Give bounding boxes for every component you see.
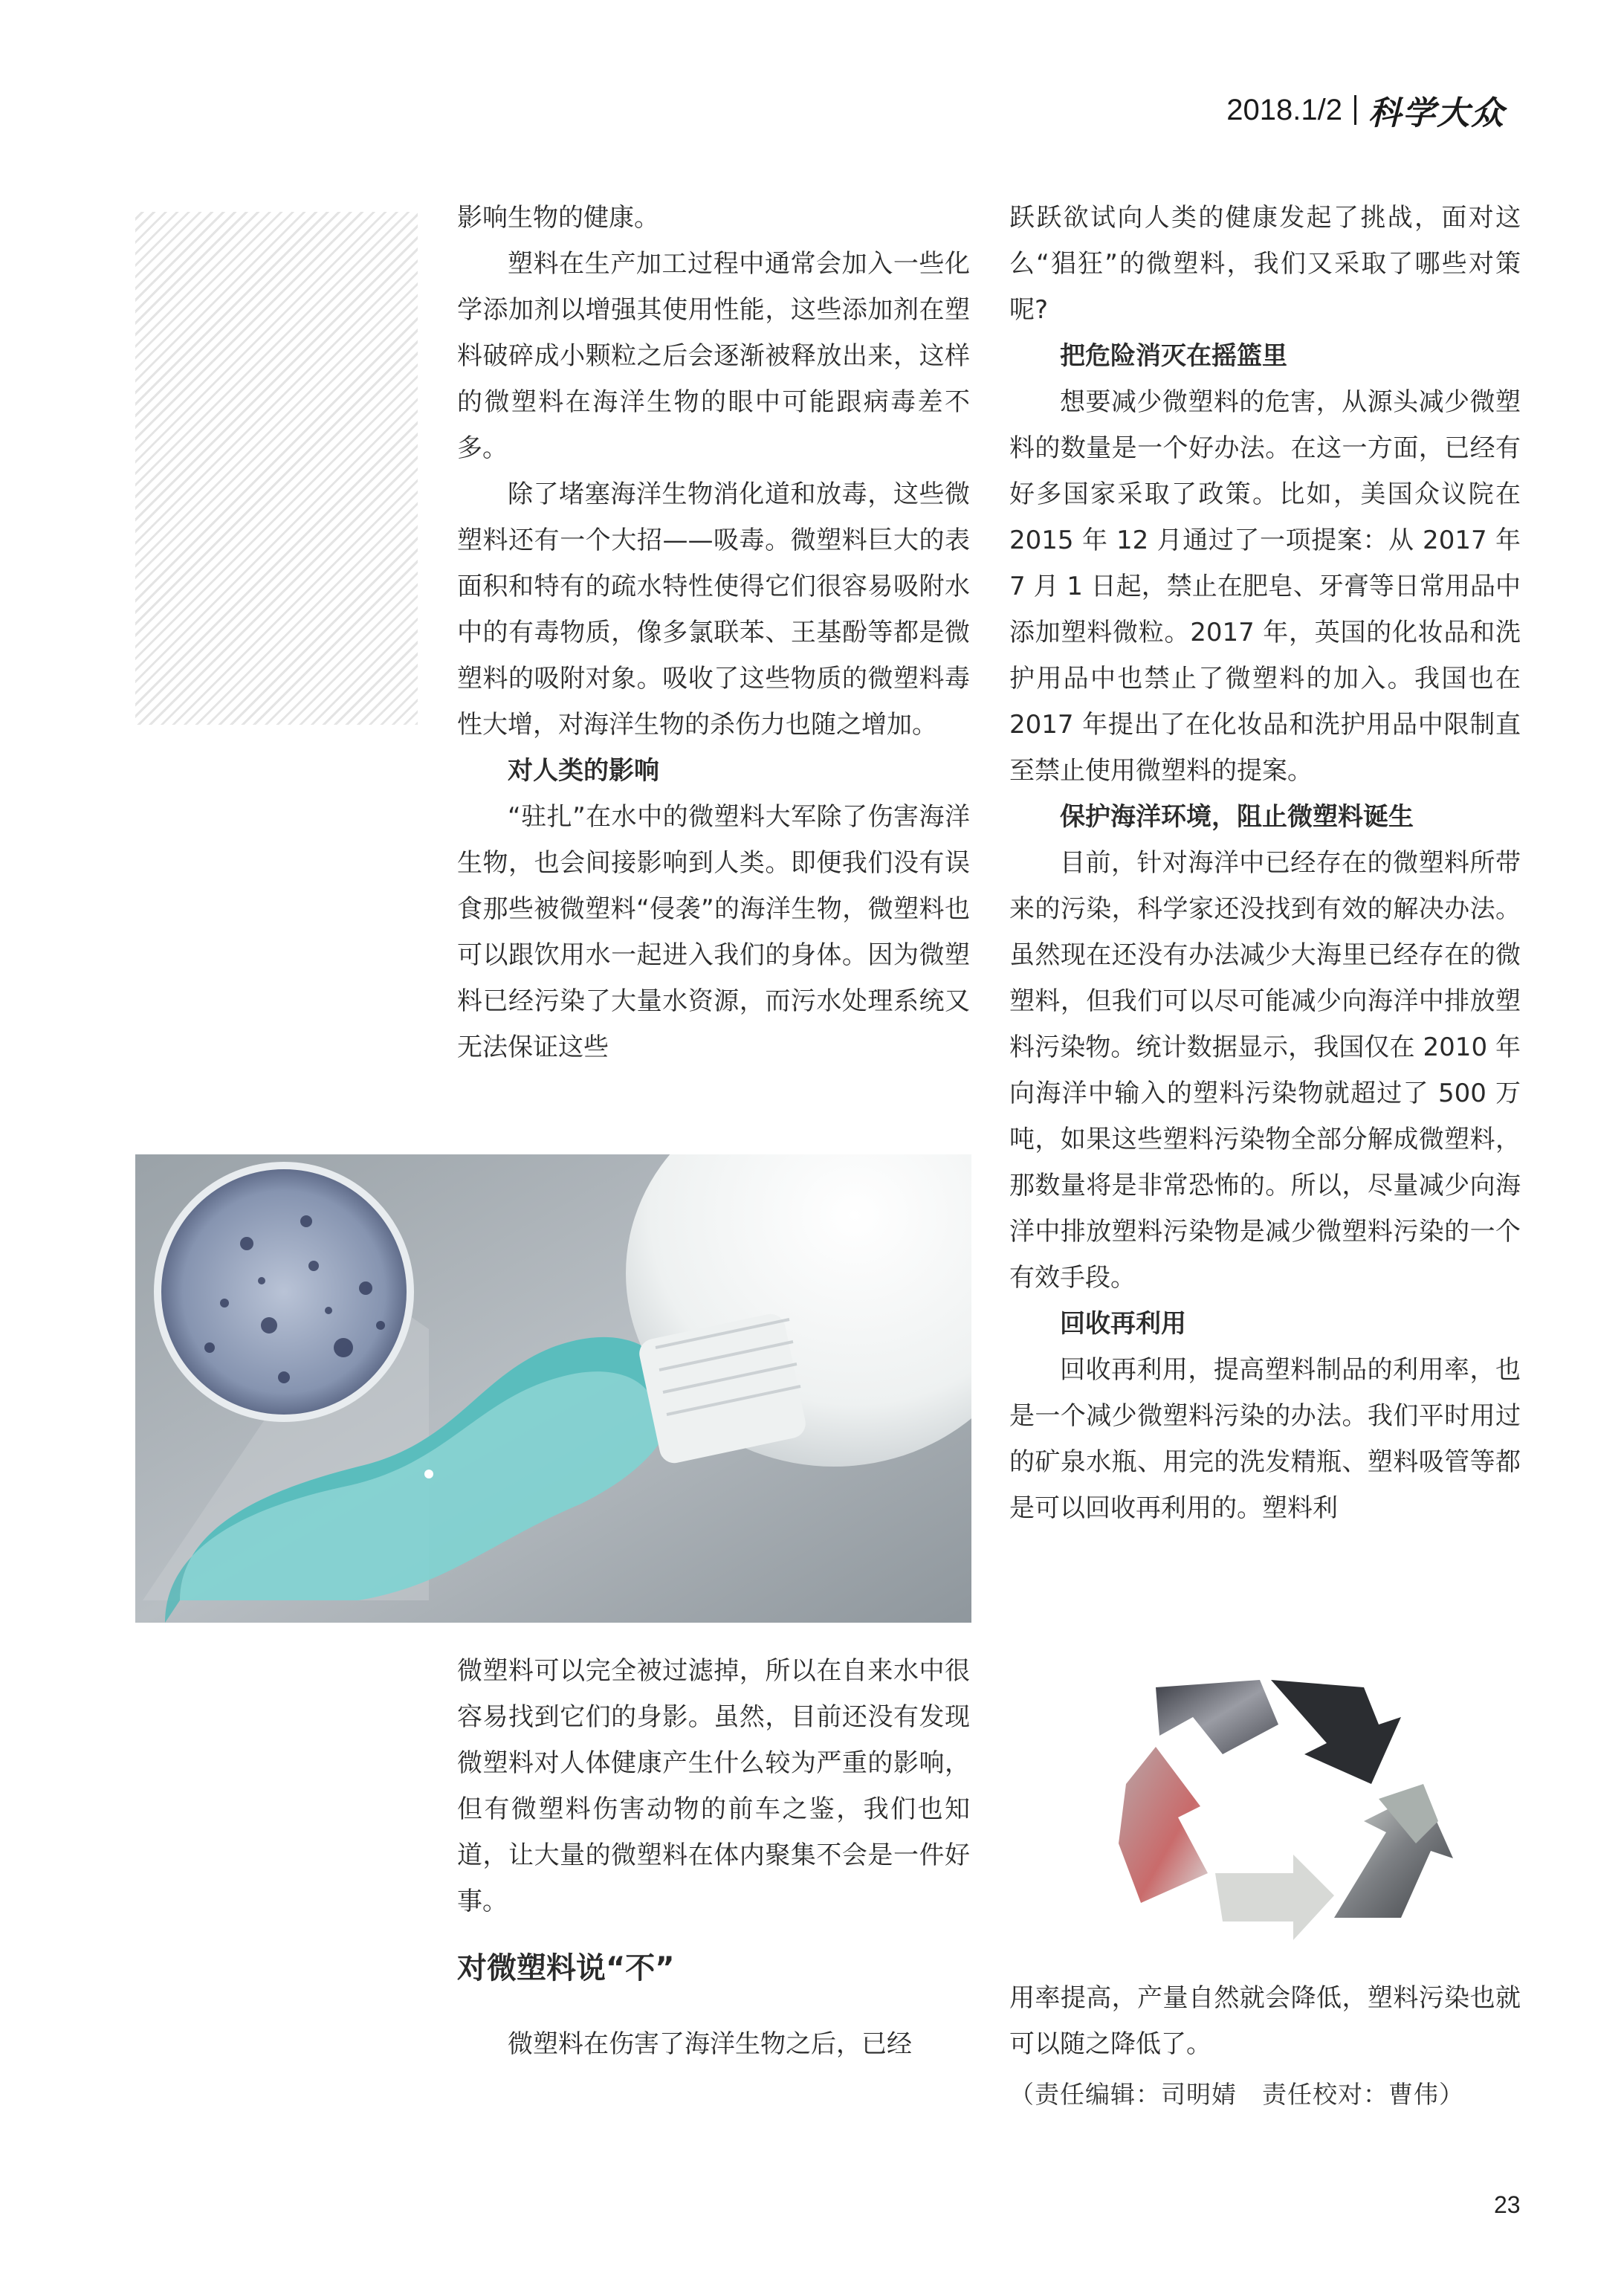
paragraph: 想要减少微塑料的危害，从源头减少微塑料的数量是一个好办法。在这一方面，已经有好多国家采取了政策。比如，美国众议院在 2015 年 12 月通过了一项提案：从 2017 年 7 月 1 日起，禁止在肥皂、牙膏等日常用品中添加塑料微粒。2017 年，英国的化妆品和洗护用品中也禁止了微塑料的加入。我国也在 2017 年提出了在化妆品和洗护用品中限制直至禁止使用微塑料的提案。 — [1009, 387, 1521, 786]
paragraph: “驻扎”在水中的微塑料大军除了伤害海洋生物，也会间接影响到人类。即便我们没有误食那些被微塑料“侵袭”的海洋生物，微塑料也可以跟饮用水一起进入我们的身体。因为微塑料已经污染了大量水资源，而污水处理系统又无法保证这些 — [457, 802, 970, 1062]
paragraph: 塑料在生产加工过程中通常会加入一些化学添加剂以增强其使用性能，这些添加剂在塑料破碎成小颗粒之后会逐渐被释放出来，这样的微塑料在海洋生物的眼中可能跟病毒差不多。 — [457, 249, 970, 463]
decorative-hatch-panel — [135, 212, 418, 725]
page-header — [1226, 88, 1505, 132]
paragraph: 影响生物的健康。 — [457, 203, 659, 233]
section-heading-say-no: 对微塑料说“不” — [457, 1951, 675, 1985]
paragraph: 微塑料在伤害了海洋生物之后，已经 — [508, 2029, 912, 2059]
magazine-logo: 科学大众 — [1368, 94, 1505, 132]
recycle-symbol-illustration — [1111, 1672, 1460, 1962]
toothpaste-microplastic-photo — [135, 1154, 971, 1623]
paragraph: 回收再利用，提高塑料制品的利用率，也是一个减少微塑料污染的办法。我们平时用过的矿泉水瓶、用完的洗发精瓶、塑料吸管等都是可以回收再利用的。塑料利 — [1009, 1355, 1521, 1523]
section-heading-recycle: 回收再利用 — [1060, 1309, 1186, 1339]
paragraph: 目前，针对海洋中已经存在的微塑料所带来的污染，科学家还没找到有效的解决办法。虽然现在还没有办法减少大海里已经存在的微塑料，但我们可以尽可能减少向海洋中排放塑料污染物。统计数据显示，我国仅在 2010 年向海洋中输入的塑料污染物就超过了 500 万吨，如果这些塑料污染物全部分解成微塑料，那数量将是非常恐怖的。所以，尽量减少向海洋中排放塑料污染物是减少微塑料污染的一个有效手段。 — [1009, 848, 1521, 1293]
recycle-icon — [1111, 1672, 1460, 1962]
paragraph: 用率提高，产量自然就会降低，塑料污染也就可以随之降低了。 — [1009, 1983, 1521, 2059]
column-right-bottom — [1009, 1975, 1521, 2118]
section-heading-human-impact: 对人类的影响 — [508, 756, 659, 786]
issue-date: 2018.1/2 — [1226, 93, 1342, 126]
toothpaste-illustration — [135, 1154, 971, 1623]
section-heading-protect-ocean: 保护海洋环境，阻止微塑料诞生 — [1060, 802, 1414, 832]
column-right-top — [1009, 195, 1521, 1531]
editor-credit: （责任编辑：司明婧 责任校对：曹伟） — [1009, 2080, 1464, 2109]
header-divider — [1354, 95, 1356, 125]
paragraph: 微塑料可以完全被过滤掉，所以在自来水中很容易找到它们的身影。虽然，目前还没有发现微塑料对人体健康产生什么较为严重的影响，但有微塑料伤害动物的前车之鉴，我们也知道，让大量的微塑料在体内聚集不会是一件好事。 — [457, 1656, 970, 1916]
paragraph: 跃跃欲试向人类的健康发起了挑战，面对这么“猖狂”的微塑料，我们又采取了哪些对策呢? — [1009, 203, 1521, 325]
page-number: 23 — [1494, 2191, 1521, 2218]
column-left-top — [457, 195, 970, 1070]
column-left-bottom — [457, 1648, 970, 2067]
section-heading-source: 把危险消灭在摇篮里 — [1060, 341, 1287, 371]
paragraph: 除了堵塞海洋生物消化道和放毒，这些微塑料还有一个大招——吸毒。微塑料巨大的表面积和特有的疏水特性使得它们很容易吸附水中的有毒物质，像多氯联苯、王基酚等都是微塑料的吸附对象。吸收了这些物质的微塑料毒性大增，对海洋生物的杀伤力也随之增加。 — [457, 479, 970, 740]
